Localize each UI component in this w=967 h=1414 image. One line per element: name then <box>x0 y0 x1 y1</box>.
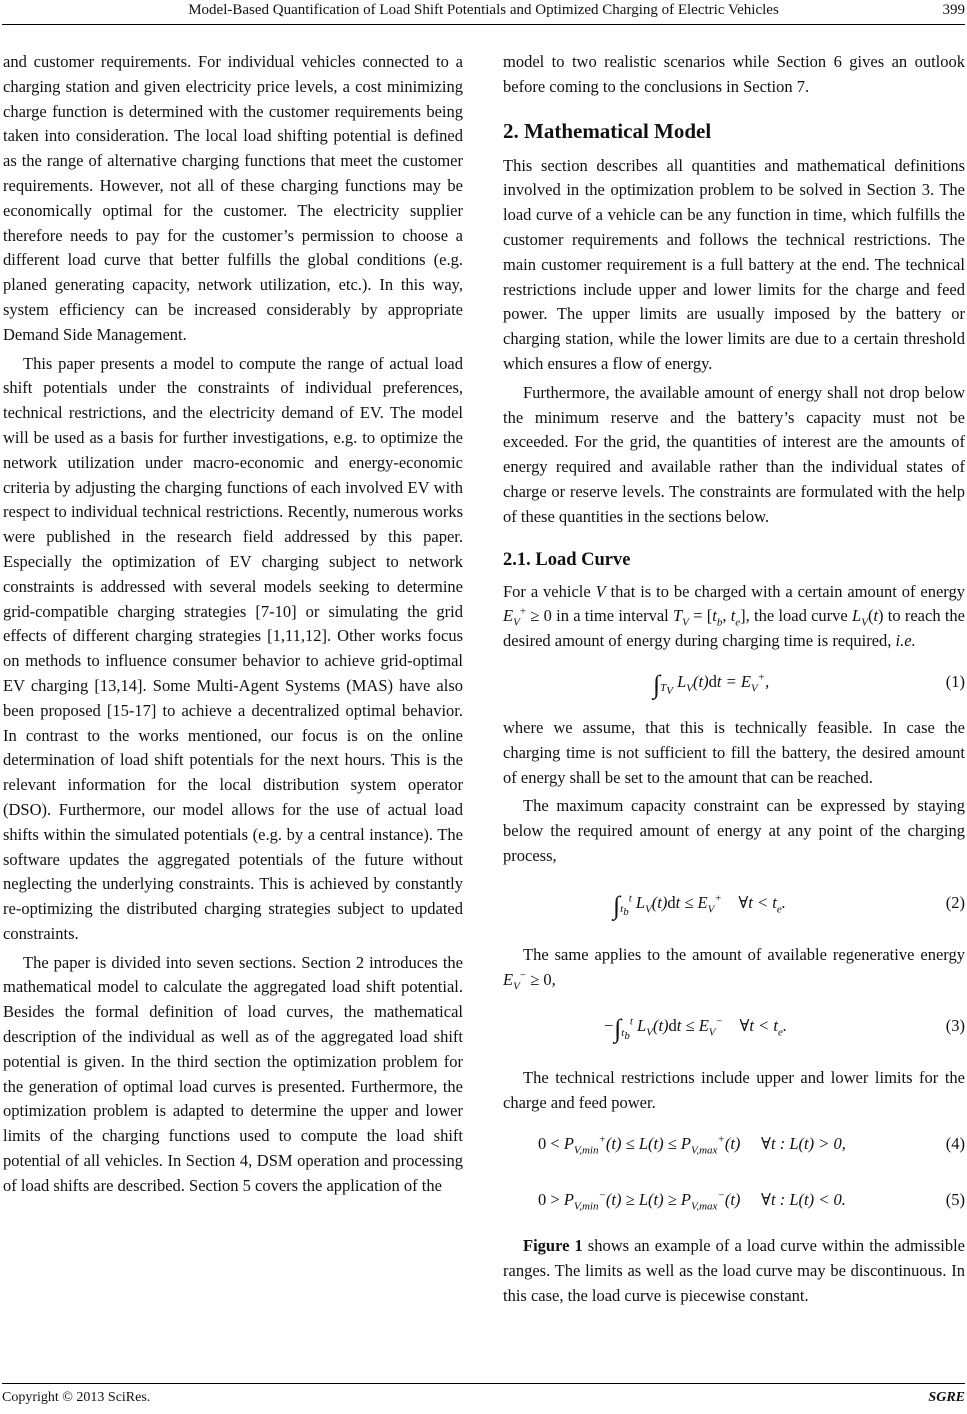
paragraph: The paper is divided into seven sections. Section 2 introduces the mathematical model to calculate the aggregated load shift potential. Besides the formal definition of load curves, the mathematical description of the individual as well as of the aggregated load shift potential is given. In the third section the optimization problem for the generation of optimal load curves is presented. Furthermore, the optimization problem is adapted to determine the upper and lower limits of the charging functions used to compute the load shift potential of all vehicles. In Section 4, DSM operation and processing of load shifts are described. Section 5 covers the application of the <box>3 952 463 1195</box>
equation-5: $0 > P_{V,min}^-(t) \ge L(t) \ge P_{V,max}^-(t)$ ∀t : L(t) < 0. (5) <box>538 1189 965 1213</box>
paragraph: The maximum capacity constraint can be expressed by staying below the required amount of energy at any point of the charging process, <box>503 796 965 865</box>
equation-number: (3) <box>945 1016 965 1036</box>
equation-number: (5) <box>945 1189 965 1209</box>
figure-reference: Figure 1 <box>523 1235 583 1255</box>
paragraph: The technical restrictions include upper and lower limits for the charge and feed power. <box>503 1068 965 1113</box>
subsection-heading: 2.1. Load Curve <box>503 549 631 570</box>
equation-4: $0 < P_{V,min}^+(t) \le L(t) \le P_{V,max}^+(t)$ ∀t : L(t) > 0, (4) <box>538 1133 965 1157</box>
paragraph: This paper presents a model to compute the range of actual load shift potentials under the constraints of individual preferences, technical restrictions, and the electricity demand of EV. The model will be used as a basis for further investigations, e.g. to optimize the network utilization under macro-economic and energy-economic criteria by adjusting the charging functions of each involved EV with respect to individual technical restrictions. Recently, numerous works were published in the research field addressed by this paper. Especially the optimization of EV charging subject to network constraints is addressed with several models seeking to determine grid-compatible charging strategies [7-10] or simulating the grid effects of different charging strategies [1,11,12]. Other works focus on methods to influence consumer behavior to achieve grid-optimal EV charging [13,14]. Some Multi-Agent Systems (MAS) have also been proposed [15-17] to achieve a decentralized optimal behavior. In contrast to the works mentioned, our focus is on the online determination of load shift potentials for the next hours. This is the relevant information for the local distribution system operator (DSO). Furthermore, our model allows for the use of actual load shifts within the simulated potentials (e.g. by a central instance). The software updates the aggregated potentials of the future without neglecting the underlying constraints. This is achieved by constantly re-optimizing the distributed charging strategies subject to updated constraints. <box>3 353 463 943</box>
header-rule <box>2 24 965 25</box>
paragraph: This section describes all quantities and mathematical definitions involved in the optimization problem to be solved in Section 3. The load curve of a vehicle can be any function in time, which fulfills the customer requirements and follows the technical restrictions. The main customer requirement is a full battery at the end. The technical restrictions include upper and lower limits for the charge and feed power. The upper limits are usually imposed by the battery or charging station, while the lower limits are due to a certain threshold which ensures a flow of energy. <box>503 155 965 373</box>
equation-number: (2) <box>945 892 965 912</box>
equation-number: (1) <box>945 671 965 691</box>
paragraph: The same applies to the amount of available regenerative energy $E_V^- \ge 0$, <box>503 944 965 992</box>
equation-number: (4) <box>945 1133 965 1153</box>
copyright-text: Copyright © 2013 SciRes. <box>2 1390 151 1405</box>
equation-2: $\int_{t_b}^t$ $L_V(t)dt \le E_V^+$ ∀t < $t_e$. (2) <box>613 890 965 920</box>
paragraph: model to two realistic scenarios while Section 6 gives an outlook before coming to the conclusions in Section 7. <box>503 52 965 96</box>
running-header <box>0 0 967 24</box>
page-number: 399 <box>942 2 965 18</box>
running-title: Model-Based Quantification of Load Shift Potentials and Optimized Charging of Electric Vehicles <box>188 2 779 18</box>
equation-3: $-\int_{t_b}^t$ $L_V(t)dt \le E_V^-$ ∀t < $t_e$. (3) <box>603 1014 965 1044</box>
section-heading: 2. Mathematical Model <box>503 118 712 143</box>
paragraph: Figure 1 shows an example of a load curve within the admissible ranges. The limits as well as the load curve may be discontinuous. In this case, the load curve is piecewise constant. <box>503 1235 965 1305</box>
paragraph: For a vehicle V that is to be charged with a certain amount of energy $E_V^+ \ge 0$ in a time interval $T_V = [t_b$, $t_e$], the load curve $L_V(t)$ to reach the desired amount of energy during charging time is required, i.e. <box>503 581 965 651</box>
equation-1: $\int_{T_V}$ $L_V(t)dt = E_V^+$, (1) <box>653 669 965 699</box>
journal-name: SGRE <box>928 1390 965 1405</box>
right-column <box>503 50 965 1308</box>
paragraph: and customer requirements. For individual vehicles connected to a charging station and given electricity price levels, a cost minimizing charge function is determined with the customer requirements being taken into consideration. The local load shifting potential is defined as the range of alternative charging functions that meet the customer requirements. However, not all of these charging functions may be economically optimal for the customer. The electricity supplier therefore needs to pay for the customer’s permission to choose a different load curve that better fulfills the global conditions (e.g. planed generating capacity, network utilization, etc.). In this way, system efficiency can be increased considerably by appropriate Demand Side Management. <box>3 52 463 344</box>
paragraph: Furthermore, the available amount of energy shall not drop below the minimum reserve and the battery’s capacity must not be exceeded. For the grid, the quantities of interest are the amounts of energy required and available rather than the individual states of charge or reserve levels. The constraints are formulated with the help of these quantities in the sections below. <box>503 382 965 526</box>
paragraph: where we assume, that this is technically feasible. In case the charging time is not sufficient to fill the battery, the desired amount of energy shall be set to the amount that can be reached. <box>503 717 965 787</box>
left-column <box>3 50 463 1199</box>
footer-rule <box>2 1383 965 1384</box>
